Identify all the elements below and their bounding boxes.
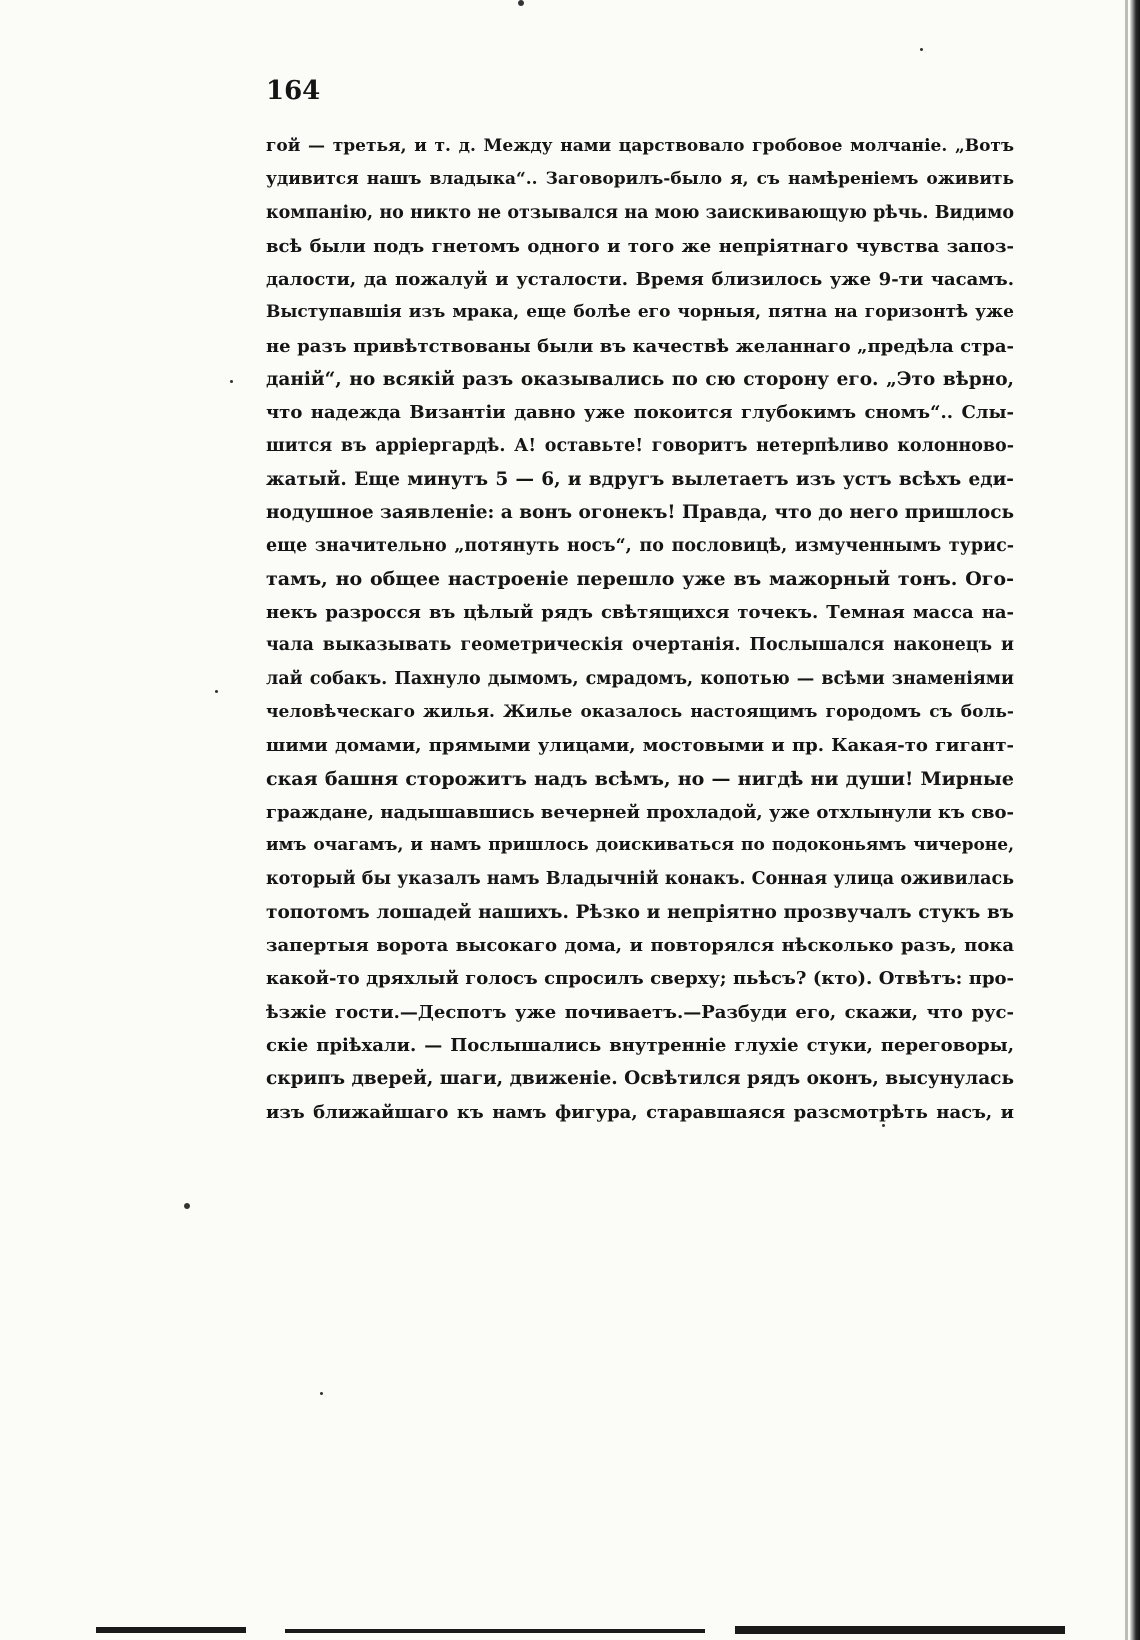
text-line: не разъ привѣтствованы были въ качествѣ желаннаго „предѣла стра- xyxy=(266,335,1014,357)
bottom-edge-rule-1 xyxy=(96,1627,246,1633)
text-line: скіе пріѣхали. — Послышались внутренніе глухіе стуки, переговоры, xyxy=(266,1035,1014,1057)
text-line: человѣческаго жилья. Жилье оказалось настоящимъ городомъ съ боль- xyxy=(266,702,1014,723)
text-line: далости, да пожалуй и усталости. Время близилось уже 9-ти часамъ. xyxy=(266,269,1014,291)
text-line: имъ очагамъ, и намъ пришлось доискиваться по подоконьямъ чичероне, xyxy=(266,835,1014,856)
scan-speck xyxy=(230,380,233,383)
text-line: гой — третья, и т. д. Между нами царствовало гробовое молчаніе. „Вотъ xyxy=(266,136,1014,156)
text-line: граждане, надышавшись вечерней прохладой, уже отхлынули къ сво- xyxy=(266,801,1014,823)
text-line: всѣ были подъ гнетомъ одного и того же непріятнаго чувства запоз- xyxy=(266,235,1014,257)
text-line: шими домами, прямыми улицами, мостовыми и пр. Какая-то гигант- xyxy=(266,735,1014,757)
text-line: шится въ арріергардѣ. А! оставьте! говоритъ нетерпѣливо колонново- xyxy=(266,435,1014,456)
text-line: удивится нашъ владыка“.. Заговорилъ-было я, съ намѣреніемъ оживить xyxy=(266,169,1014,190)
body-text xyxy=(266,130,1014,1129)
text-line: еще значительно „потянуть носъ“, по пословицѣ, измученнымъ турис- xyxy=(266,535,1014,556)
text-line: даній“, но всякій разъ оказывались по сю сторону его. „Это вѣрно, xyxy=(266,369,1014,391)
text-line: ская башня сторожитъ надъ всѣмъ, но — нигдѣ ни души! Мирные xyxy=(266,767,1014,790)
scan-speck xyxy=(920,48,923,51)
text-line: скрипъ дверей, шаги, движеніе. Освѣтился рядъ оконъ, высунулась xyxy=(266,1068,1014,1090)
text-line: Выступавшія изъ мрака, еще болѣе его чорныя, пятна на горизонтѣ уже xyxy=(266,302,1014,323)
scan-speck xyxy=(882,1124,885,1127)
bottom-edge-rule-2 xyxy=(285,1629,705,1633)
text-line: нодушное заявленіе: а вонъ огонекъ! Правда, что до него пришлось xyxy=(266,502,1014,524)
scan-speck xyxy=(215,690,218,693)
text-line: лай собакъ. Пахнуло дымомъ, смрадомъ, копотью — всѣми знаменіями xyxy=(266,668,1014,689)
text-line: некъ разросся въ цѣлый рядъ свѣтящихся точекъ. Темная масса на- xyxy=(266,602,1014,624)
scan-speck xyxy=(320,1392,323,1395)
text-line: топотомъ лошадей нашихъ. Рѣзко и непріятно прозвучалъ стукъ въ xyxy=(266,901,1014,923)
page-number: 164 xyxy=(266,76,321,106)
text-line: который бы указалъ намъ Владычній конакъ. Сонная улица оживилась xyxy=(266,868,1014,889)
text-line: какой-то дряхлый голосъ спросилъ сверху; пьѣсъ? (кто). Отвѣтъ: про- xyxy=(266,968,1014,990)
text-line: тамъ, но общее настроеніе перешло уже въ мажорный тонъ. Ого- xyxy=(266,567,1014,590)
text-line: что надежда Византіи давно уже покоится глубокимъ сномъ“.. Слы- xyxy=(266,402,1014,424)
scan-speck xyxy=(518,0,524,6)
bottom-edge-rule-3 xyxy=(735,1626,1065,1634)
text-line: компанію, но никто не отзывался на мою заискивающую рѣчь. Видимо xyxy=(266,202,1014,223)
text-line: запертыя ворота высокаго дома, и повторялся нѣсколько разъ, пока xyxy=(266,935,1014,957)
text-line: ѣзжіе гости.—Деспотъ уже почиваетъ.—Разбуди его, скажи, что рус- xyxy=(266,1001,1014,1023)
text-line: жатый. Еще минутъ 5 — 6, и вдругъ вылетаетъ изъ устъ всѣхъ еди- xyxy=(266,468,1014,490)
scan-right-edge xyxy=(1130,0,1140,1640)
scan-speck xyxy=(184,1203,190,1209)
text-line: чала выказывать геометрическія очертанія. Послышался наконецъ и xyxy=(266,635,1014,656)
scan-right-edge-shadow xyxy=(1125,0,1128,1640)
text-line: изъ ближайшаго къ намъ фигура, старавшаяся разсмотрѣть насъ, и xyxy=(266,1101,1014,1123)
